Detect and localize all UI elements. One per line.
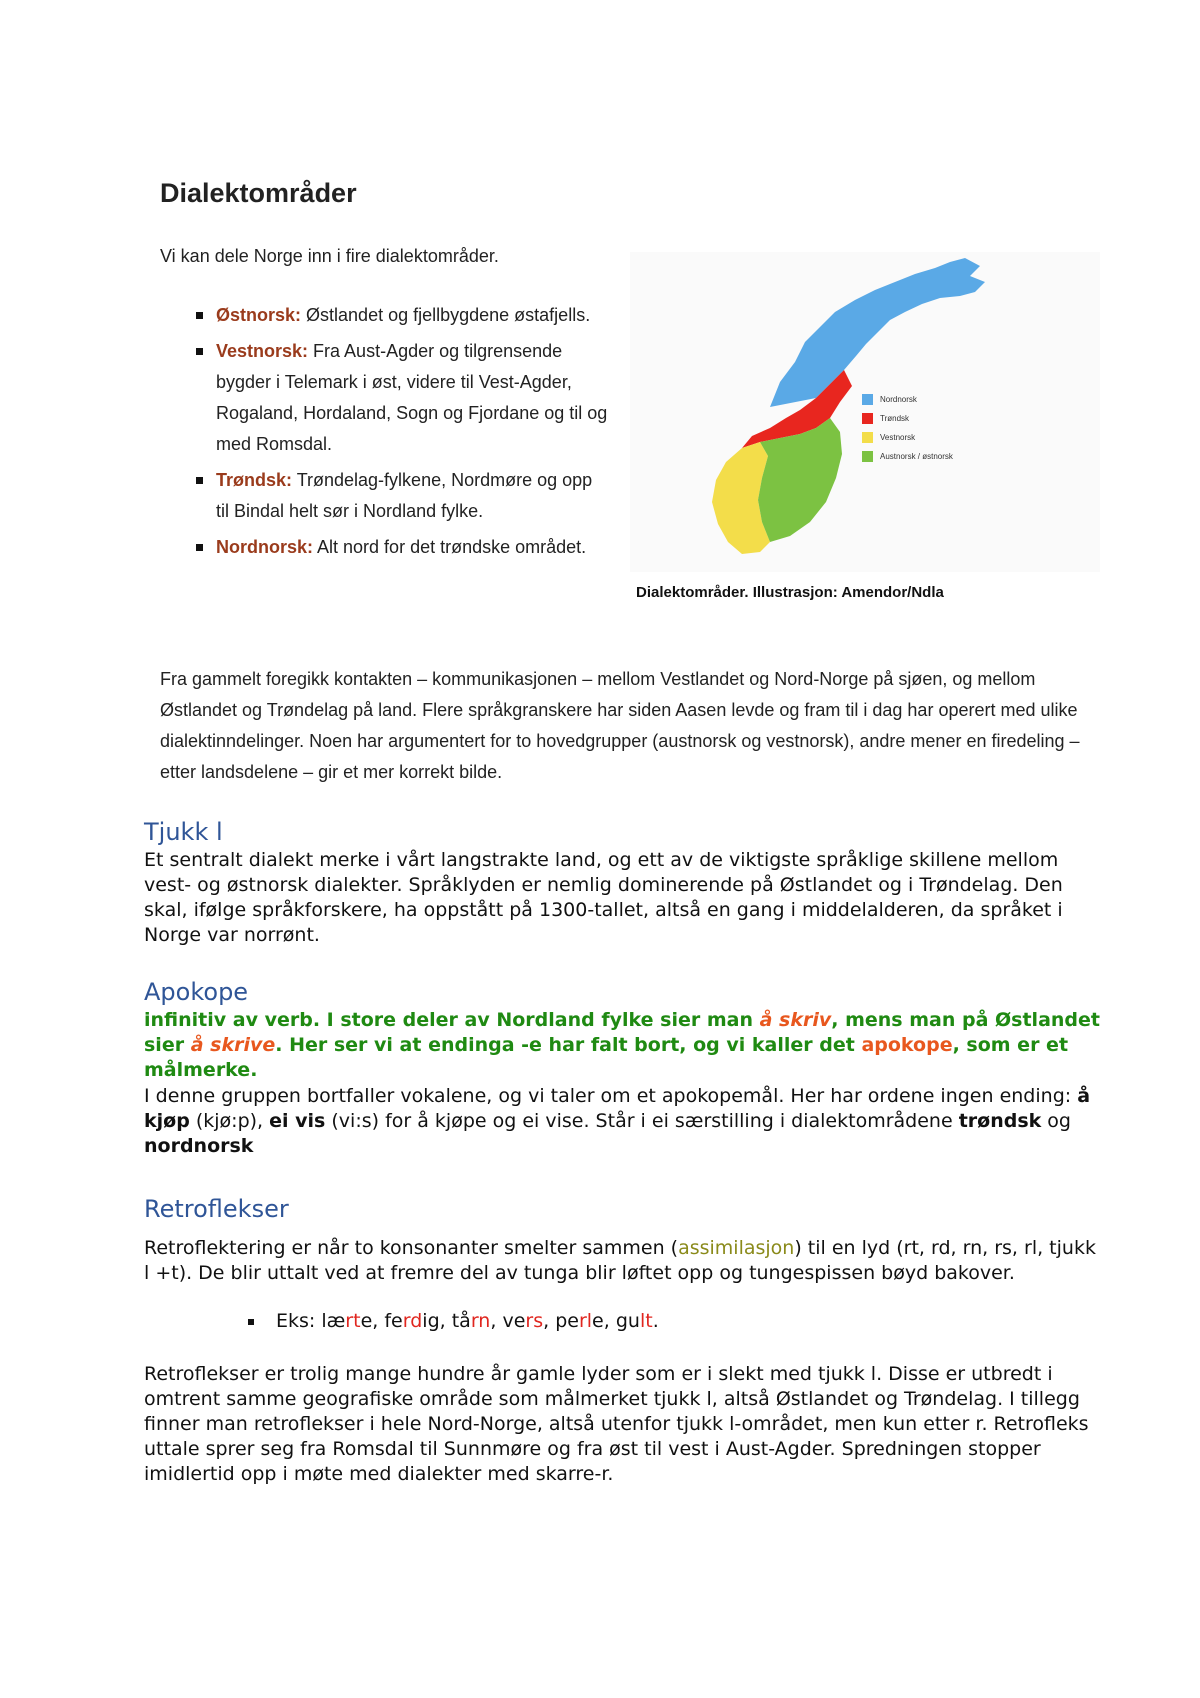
list-item <box>190 532 610 563</box>
legend-swatch <box>862 451 873 462</box>
legend-item <box>862 451 953 462</box>
dialect-map-figure <box>630 252 1100 572</box>
dialect-desc: Trøndelag-fylkene, Nordmøre og opp til Bindal helt sør i Nordland fylke. <box>216 470 593 521</box>
example-item: vers, <box>502 1310 556 1332</box>
dialect-desc: Alt nord for det trøndske området. <box>313 537 587 557</box>
text-run: ) til en lyd (rt, rd, rn, rs, rl, tjukk l +t). De blir uttalt ved at fremre del av tunga blir løftet opp og tungespissen bøyd bakover. <box>144 1237 1096 1284</box>
retroflekser-paragraph: Retroflekser er trolig mange hundre år gamle lyder som er i slekt med tjukk l. Disse er utbredt i omtrent samme geografiske område som målmerket tjukk l, altså Østlandet og Trøndelag. I tillegg finner man retroflekser i hele Nord-Norge, altså utenfor tjukk l-området, men kun etter r. Retrofleks uttale sprer seg fra Romsdal til Sunnmøre og fra øst til vest i Aust-Agder. Spredningen stopper imidlertid opp i møte med dialekter med skarre-r. <box>144 1363 1089 1485</box>
apokope-text <box>144 1084 1104 1159</box>
legend-label: Vestnorsk <box>880 433 916 442</box>
bold-term: ei vis <box>269 1110 326 1132</box>
retroflekser-text <box>144 1236 1104 1286</box>
apokope-text: , som er et målmerke. <box>144 1034 1069 1081</box>
heading-apokope: Apokope <box>144 978 249 1006</box>
intro-text: Vi kan dele Norge inn i fire dialektområder. <box>160 246 499 266</box>
text-run: (kjø:p), <box>189 1110 270 1132</box>
dialect-name: Trøndsk: <box>216 470 293 490</box>
example-item: perle, <box>555 1310 616 1332</box>
apokope-text: . Her ser vi at endinga -e har falt bort, og vi kaller det <box>275 1034 862 1056</box>
text-run: I denne gruppen bortfaller vokalene, og vi taler om et apokopemål. Her har ordene ingen ending: <box>144 1085 1078 1107</box>
text-run: og <box>1041 1110 1071 1132</box>
text-run: Retroflektering er når to konsonanter smelter sammen ( <box>144 1237 679 1259</box>
legend-item <box>862 413 953 424</box>
dialect-name: Østnorsk: <box>216 305 302 325</box>
example-item: ferdig, <box>384 1310 452 1332</box>
heading-retroflekser: Retroflekser <box>144 1195 289 1223</box>
dialect-name: Vestnorsk: <box>216 341 309 361</box>
list-item <box>190 336 610 460</box>
apokope-text: infinitiv av verb. I store deler av Nordland fylke sier man <box>144 1009 760 1031</box>
bold-term: trøndsk <box>958 1110 1042 1132</box>
intro-paragraph: Fra gammelt foregikk kontakten – kommunikasjonen – mellom Vestlandet og Nord-Norge på sjøen, og mellom Østlandet og Trøndelag på land. Flere språkgranskere har siden Aasen levde og fram til i dag har operert med ulike dialektinndelinger. Noen har argumentert for to hovedgrupper (austnorsk og vestnorsk), andre mener en firedeling – etter landsdelene – gir et mer korrekt bilde. <box>160 669 1080 782</box>
examples-line <box>276 1310 659 1332</box>
dialect-name: Nordnorsk: <box>216 537 314 557</box>
list-item <box>190 465 610 527</box>
apokope-highlight <box>144 1008 1104 1083</box>
dialect-desc: Østlandet og fjellbygdene østafjells. <box>301 305 591 325</box>
list-item <box>190 300 610 331</box>
bold-term: nordnorsk <box>144 1135 254 1157</box>
tjukk-l-text: Et sentralt dialekt merke i vårt langstrakte land, og ett av de viktigste språklige skillene mellom vest- og østnorsk dialekter. Språklyden er nemlig dominerende på Østlandet og i Trøndelag. Den skal, ifølge språkforskere, ha oppstått på 1300-tallet, altså en gang i middelalderen, da språket i Norge var norrønt. <box>144 849 1063 946</box>
heading-tjukk-l: Tjukk l <box>144 818 223 846</box>
legend-label: Austnorsk / østnorsk <box>880 452 953 461</box>
legend-item <box>862 394 953 405</box>
legend-label: Nordnorsk <box>880 395 917 404</box>
legend-label: Trøndsk <box>880 414 910 423</box>
dialect-list <box>190 300 610 568</box>
figure-caption: Dialektområder. Illustrasjon: Amendor/Ndla <box>636 584 944 601</box>
map-legend <box>862 394 953 462</box>
assimilasjon-term: assimilasjon <box>678 1237 795 1259</box>
examples-label: Eks: <box>276 1310 322 1332</box>
bullet-icon <box>248 1319 254 1325</box>
example-word: å skriv <box>759 1009 832 1031</box>
bold-term: å kjøp <box>144 1085 1091 1132</box>
text-run: (vi:s) for å kjøpe og ei vise. Står i ei særstilling i dialektområdene <box>325 1110 959 1132</box>
example-item: tårn, <box>451 1310 503 1332</box>
legend-swatch <box>862 394 873 405</box>
dialect-desc: Fra Aust-Agder og tilgrensende bygder i Telemark i øst, videre til Vest-Agder, Rogaland, Hordaland, Sogn og Fjordane og til og med Romsdal. <box>216 341 608 454</box>
term-apokope: apokope <box>861 1034 953 1056</box>
legend-item <box>862 432 953 443</box>
legend-swatch <box>862 432 873 443</box>
example-word: å skrive <box>190 1034 276 1056</box>
apokope-text: , mens man på Østlandet sier <box>144 1009 1100 1056</box>
example-item: gult. <box>615 1310 659 1332</box>
example-item: lærte, <box>321 1310 385 1332</box>
page-title: Dialektområder <box>160 178 357 208</box>
legend-swatch <box>862 413 873 424</box>
